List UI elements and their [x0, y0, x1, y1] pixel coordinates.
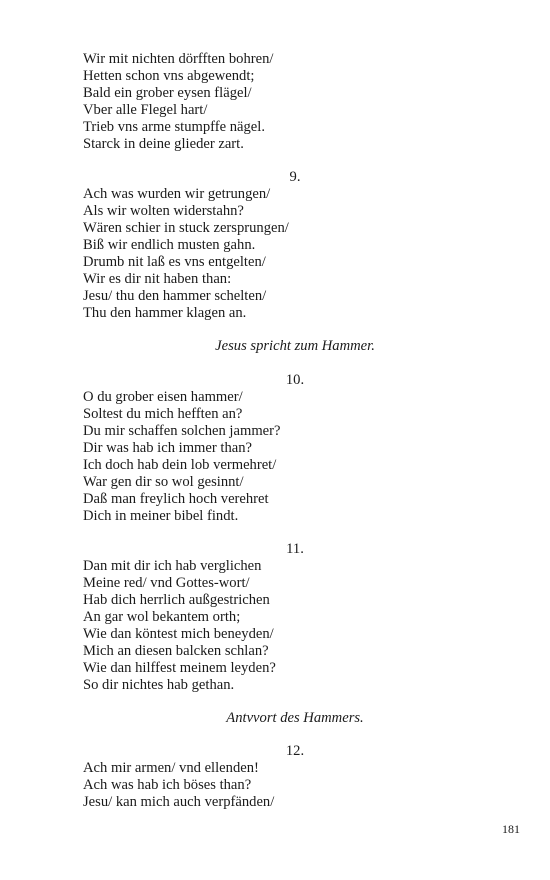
verse-line: Jesu/ kan mich auch verpfänden/ — [83, 794, 275, 810]
verse-line: Jesu/ thu den hammer schelten/ — [83, 288, 267, 304]
verse-line: Hab dich herrlich außgestrichen — [83, 592, 270, 608]
verse-line: Wir es dir nit haben than: — [83, 271, 232, 287]
verse-line: Trieb vns arme stumpffe nägel. — [83, 119, 265, 135]
verse-line: Wie dan köntest mich beneyden/ — [83, 626, 274, 642]
verse-line: Soltest du mich hefften an? — [83, 406, 243, 422]
verse-line: Dir was hab ich immer than? — [83, 440, 252, 456]
stanza-number: 11. — [286, 541, 304, 557]
verse-line: O du grober eisen hammer/ — [83, 389, 243, 405]
verse-line: Bald ein grober eysen flägel/ — [83, 85, 252, 101]
verse-line: Daß man freylich hoch verehret — [83, 491, 269, 507]
verse-line: An gar wol bekantem orth; — [83, 609, 241, 625]
verse-line: Ach mir armen/ vnd ellenden! — [83, 760, 259, 776]
verse-line: Starck in deine glieder zart. — [83, 136, 244, 152]
section-heading: Antvvort des Hammers. — [226, 710, 364, 726]
verse-line: Ich doch hab dein lob vermehret/ — [83, 457, 277, 473]
verse-line: Ach was hab ich böses than? — [83, 777, 252, 793]
verse-line: Biß wir endlich musten gahn. — [83, 237, 256, 253]
verse-line: So dir nichtes hab gethan. — [83, 677, 235, 693]
verse-line: Dan mit dir ich hab verglichen — [83, 558, 262, 574]
page-number: 181 — [502, 822, 520, 836]
verse-line: Ach was wurden wir getrungen/ — [83, 186, 271, 202]
verse-line: Als wir wolten widerstahn? — [83, 203, 244, 219]
verse-line: Mich an diesen balcken schlan? — [83, 643, 269, 659]
verse-line: Drumb nit laß es vns entgelten/ — [83, 254, 266, 270]
stanza-number: 12. — [285, 743, 305, 759]
verse-line: War gen dir so wol gesinnt/ — [83, 474, 244, 490]
verse-line: Hetten schon vns abgewendt; — [83, 68, 255, 84]
verse-line: Wie dan hilffest meinem leyden? — [83, 660, 276, 676]
verse-line: Meine red/ vnd Gottes-wort/ — [83, 575, 250, 591]
verse-line: Wir mit nichten dörfften bohren/ — [83, 51, 274, 67]
stanza-number: 10. — [285, 372, 305, 388]
verse-line: Thu den hammer klagen an. — [83, 305, 247, 321]
section-heading: Jesus spricht zum Hammer. — [215, 338, 375, 354]
verse-line: Du mir schaffen solchen jammer? — [83, 423, 281, 439]
verse-line: Dich in meiner bibel findt. — [83, 508, 239, 524]
stanza-number: 9. — [289, 169, 301, 185]
verse-line: Wären schier in stuck zersprungen/ — [83, 220, 289, 236]
verse-line: Vber alle Flegel hart/ — [83, 102, 208, 118]
